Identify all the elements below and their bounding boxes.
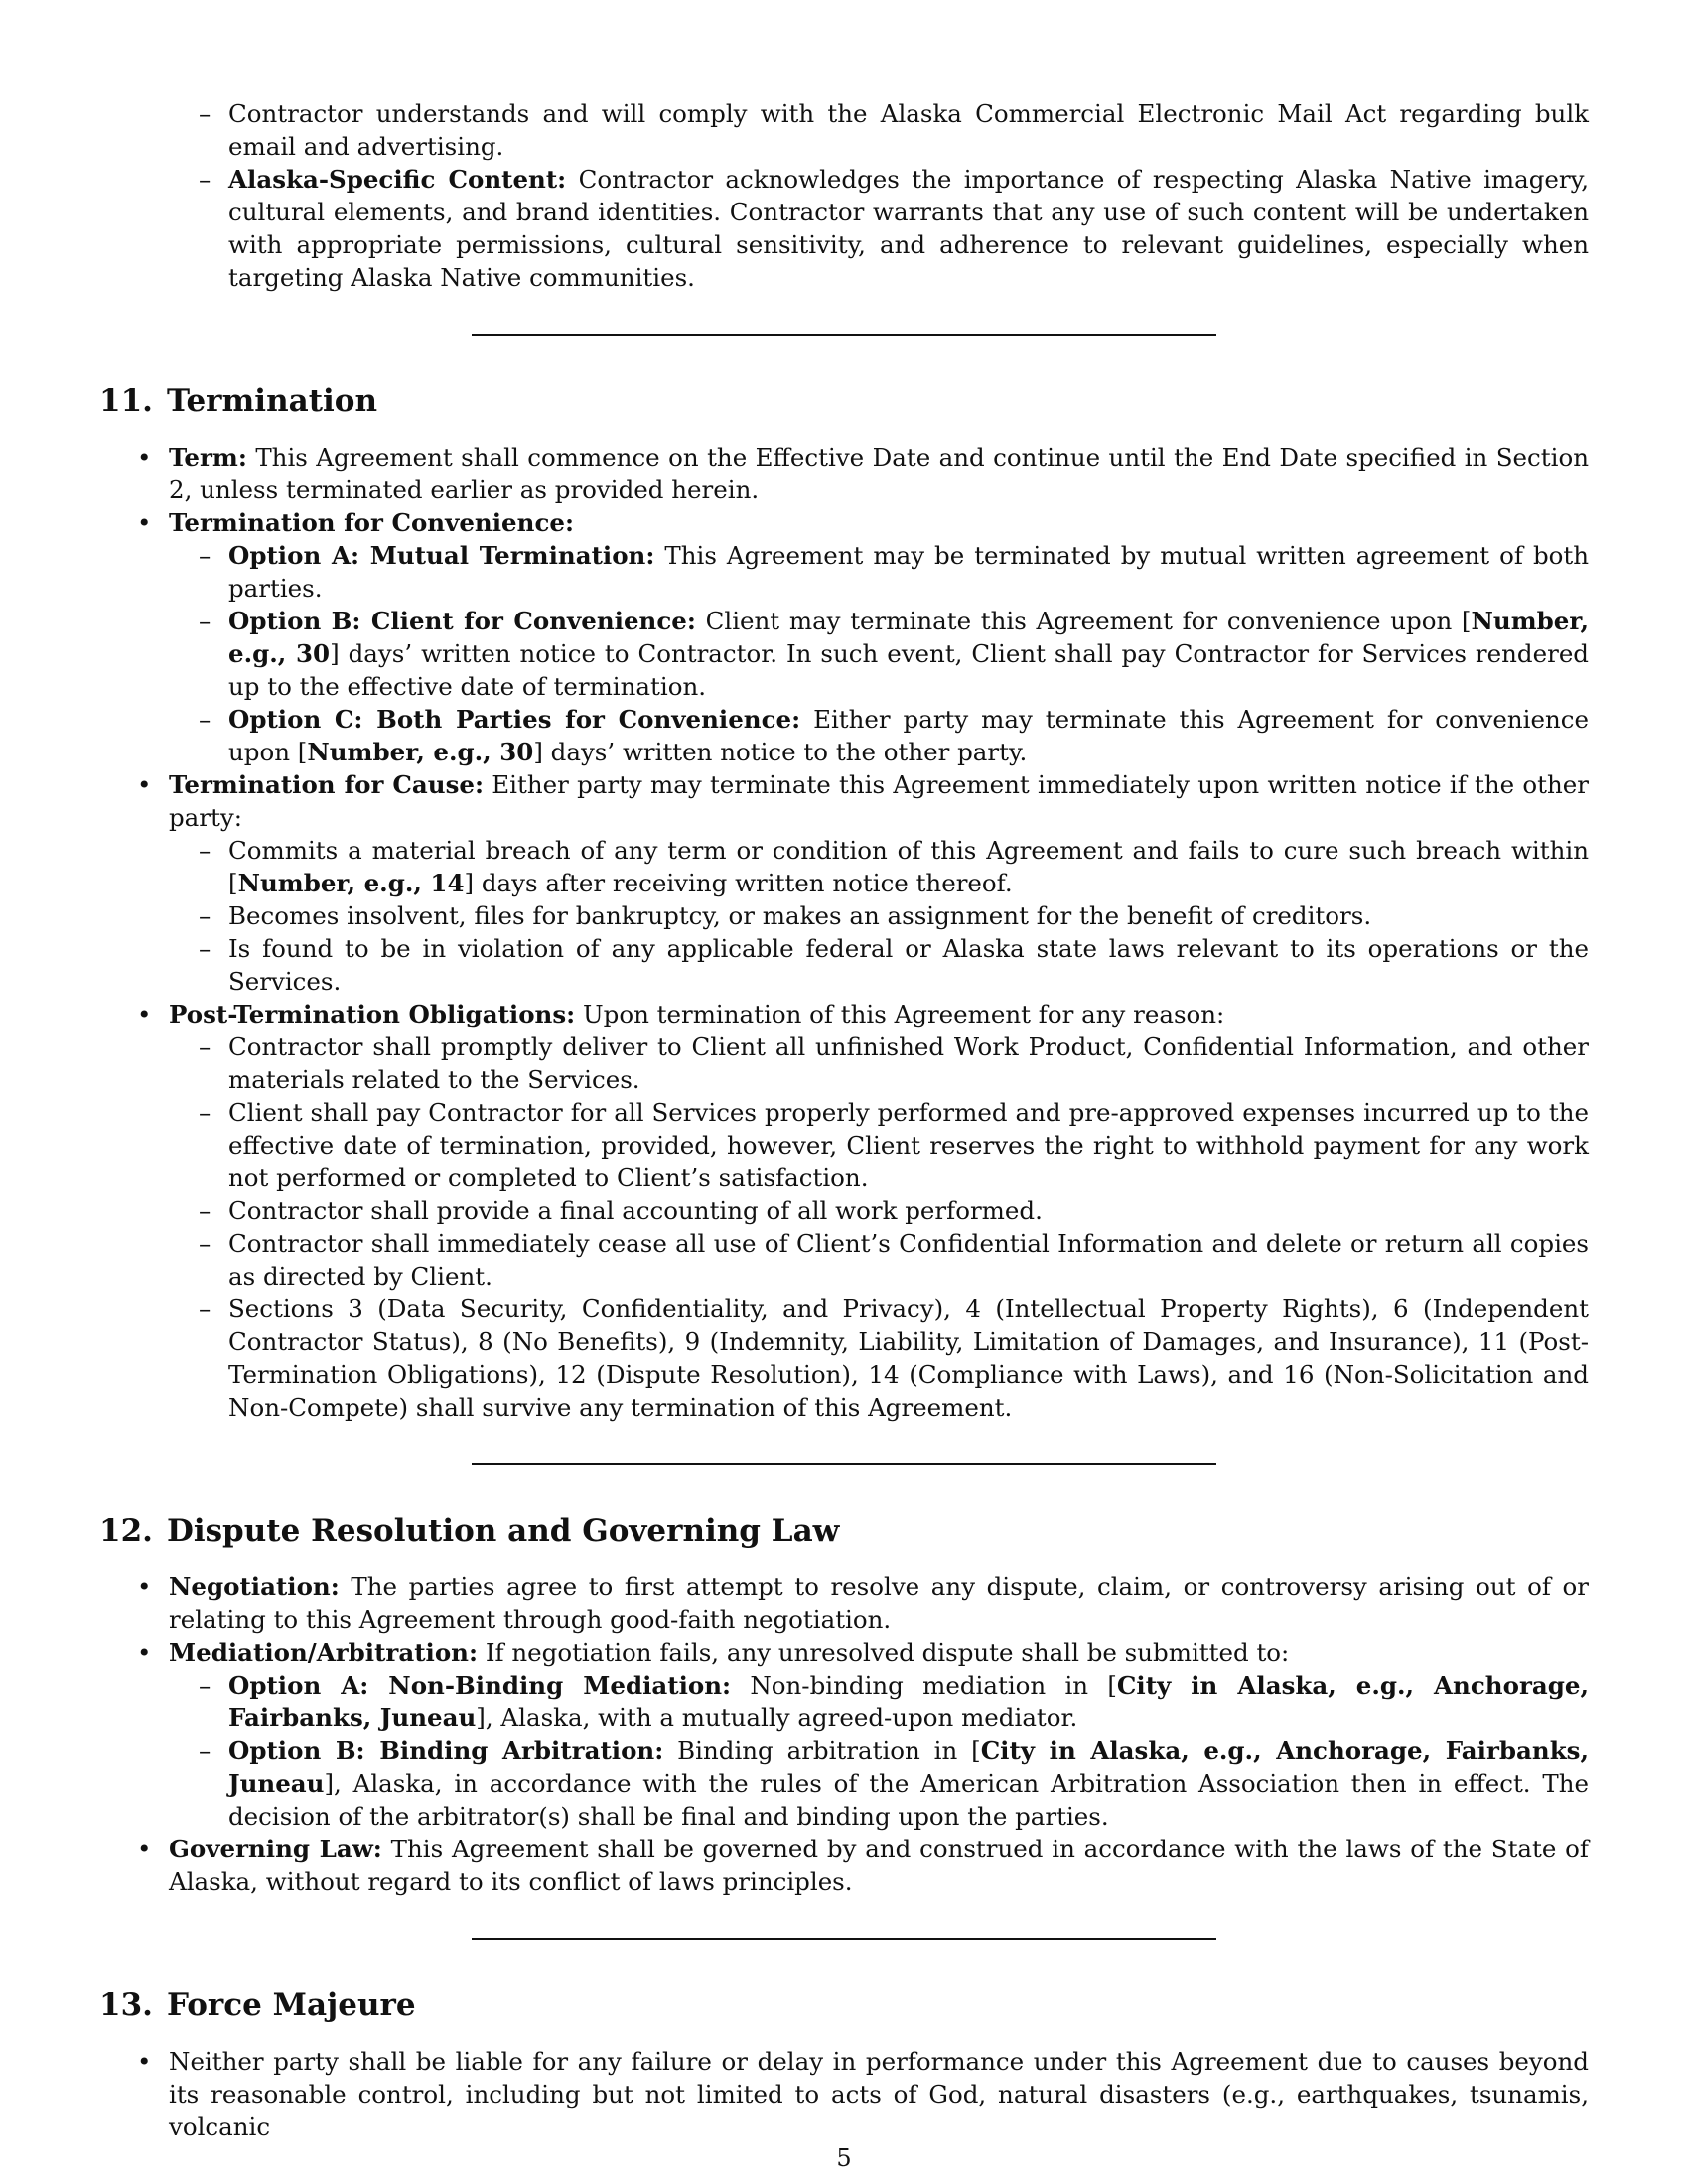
list-item: • Termination for Convenience: – Option A: Mutual Termination: This Agreement may be terminated by mutual written agreement of both parties. – Option B: Client for Convenience: Client may terminate this Agreement for convenience upon [Number, e.g., 30] days’ written notice to Contractor. In such event, Client shall pay Contractor for Services rendered up to the effective date of termination. – Option C: Both Parties for Convenience: Either party may terminate this Agreement for convenience upon [Number, e.g., 30] days’ written notice to the other party. xyxy=(99,506,1589,768)
placeholder: Number, e.g., 30 xyxy=(307,738,534,766)
list-item: – Option A: Non-Binding Mediation: Non-binding mediation in [City in Alaska, e.g., Anchorage, Fairbanks, Juneau], Alaska, with a mutually agreed-upon mediator. xyxy=(169,1669,1589,1734)
list-item: • Term: This Agreement shall commence on the Effective Date and continue until the End Date specified in Section 2, unless terminated earlier as provided herein. xyxy=(99,441,1589,506)
page-number: 5 xyxy=(836,2144,852,2172)
sub-list xyxy=(169,539,1589,768)
section-heading-dispute-resolution: 12. Dispute Resolution and Governing Law xyxy=(99,1513,840,1549)
top-continuation-list xyxy=(99,97,1589,294)
list-item: – Contractor shall promptly deliver to Client all unfinished Work Product, Confidential Information, and other materials related to the Services. xyxy=(169,1030,1589,1096)
list-item: – Client shall pay Contractor for all Services properly performed and pre-approved expenses incurred up to the effective date of termination, provided, however, Client reserves the right to withhold payment for any work not performed or completed to Client’s satisfaction. xyxy=(169,1096,1589,1194)
list-item: – Becomes insolvent, files for bankruptcy, or makes an assignment for the benefit of creditors. xyxy=(169,899,1589,932)
list-item: – Commits a material breach of any term or condition of this Agreement and fails to cure such breach within [Number, e.g., 14] days after receiving written notice thereof. xyxy=(169,834,1589,899)
sub-list xyxy=(169,1669,1589,1833)
list-item: – Option B: Binding Arbitration: Binding arbitration in [City in Alaska, e.g., Anchorage, Fairbanks, Juneau], Alaska, in accordance with the rules of the American Arbitration Association then in effect. The decision of the arbitrator(s) shall be final and binding upon the parties. xyxy=(169,1734,1589,1833)
sub-list xyxy=(169,1030,1589,1424)
list-item: – Option B: Client for Convenience: Client may terminate this Agreement for convenience upon [Number, e.g., 30] days’ written notice to Contractor. In such event, Client shall pay Contractor for Services rendered up to the effective date of termination. xyxy=(169,605,1589,703)
placeholder: Number, e.g., 30 xyxy=(228,607,1589,668)
section-divider xyxy=(472,334,1216,336)
section-heading-termination: 11. Termination xyxy=(99,383,378,419)
placeholder: City in Alaska, e.g., Anchorage, Fairbanks, Juneau xyxy=(228,1736,1589,1798)
list-item: • Governing Law: This Agreement shall be governed by and construed in accordance with the laws of the State of Alaska, without regard to its conflict of laws principles. xyxy=(99,1833,1589,1898)
list-item: – Option A: Mutual Termination: This Agreement may be terminated by mutual written agreement of both parties. xyxy=(169,539,1589,605)
list-item: – Is found to be in violation of any applicable federal or Alaska state laws relevant to its operations or the Services. xyxy=(169,932,1589,998)
list-item: – Contractor shall immediately cease all use of Client’s Confidential Information and delete or return all copies as directed by Client. xyxy=(169,1227,1589,1293)
list-item: – Contractor understands and will comply with the Alaska Commercial Electronic Mail Act regarding bulk email and advertising. xyxy=(99,97,1589,163)
list-item: – Option C: Both Parties for Convenience: Either party may terminate this Agreement for convenience upon [Number, e.g., 30] days’ written notice to the other party. xyxy=(169,703,1589,768)
section-heading-force-majeure: 13. Force Majeure xyxy=(99,1987,416,2023)
placeholder: Number, e.g., 14 xyxy=(237,869,465,897)
dispute-resolution-list xyxy=(99,1570,1589,1898)
section-divider xyxy=(472,1463,1216,1465)
placeholder: City in Alaska, e.g., Anchorage, Fairbanks, Juneau xyxy=(228,1671,1589,1732)
list-item: • Mediation/Arbitration: If negotiation fails, any unresolved dispute shall be submitted to: – Option A: Non-Binding Mediation: Non-binding mediation in [City in Alaska, e.g., Anchorage, Fairbanks, Juneau], Alaska, with a mutually agreed-upon mediator. – Option B: Binding Arbitration: Binding arbitration in [City in Alaska, e.g., Anchorage, Fairbanks, Juneau], Alaska, in accordance with the rules of the American Arbitration Association then in effect. The decision of the arbitrator(s) shall be final and binding upon the parties. xyxy=(99,1636,1589,1833)
list-item: • Termination for Cause: Either party may terminate this Agreement immediately upon written notice if the other party: – Commits a material breach of any term or condition of this Agreement and fails to cure such breach within [Number, e.g., 14] days after receiving written notice thereof. – Becomes insolvent, files for bankruptcy, or makes an assignment for the benefit of creditors. – Is found to be in violation of any applicable federal or Alaska state laws relevant to its operations or the Services. xyxy=(99,768,1589,998)
list-item: • Negotiation: The parties agree to first attempt to resolve any dispute, claim, or controversy arising out of or relating to this Agreement through good-faith negotiation. xyxy=(99,1570,1589,1636)
termination-list xyxy=(99,441,1589,1424)
item-lead: Alaska-Specific Content: xyxy=(228,165,567,194)
list-item: • Post-Termination Obligations: Upon termination of this Agreement for any reason: – Contractor shall promptly deliver to Client all unfinished Work Product, Confidential Information, and other materials related to the Services. – Client shall pay Contractor for all Services properly performed and pre-approved expenses incurred up to the effective date of termination, provided, however, Client reserves the right to withhold payment for any work not performed or completed to Client’s satisfaction. – Contractor shall provide a final accounting of all work performed. – Contractor shall immediately cease all use of Client’s Confidential Information and delete or return all copies as directed by Client. – Sections 3 (Data Security, Confidentiality, and Privacy), 4 (Intellectual Property Rights), 6 (Independent Contractor Status), 8 (No Benefits), 9 (Indemnity, Liability, Limitation of Damages, and Insurance), 11 (Post-Termination Obligations), 12 (Dispute Resolution), 14 (Compliance with Laws), and 16 (Non-Solicitation and Non-Compete) shall survive any termination of this Agreement. xyxy=(99,998,1589,1424)
list-item: – Sections 3 (Data Security, Confidentiality, and Privacy), 4 (Intellectual Property Rights), 6 (Independent Contractor Status), 8 (No Benefits), 9 (Indemnity, Liability, Limitation of Damages, and Insurance), 11 (Post-Termination Obligations), 12 (Dispute Resolution), 14 (Compliance with Laws), and 16 (Non-Solicitation and Non-Compete) shall survive any termination of this Agreement. xyxy=(169,1293,1589,1424)
sub-list xyxy=(169,834,1589,998)
list-item: – Alaska-Specific Content: Contractor acknowledges the importance of respecting Alaska Native imagery, cultural elements, and brand identities. Contractor warrants that any use of such content will be undertaken with appropriate permissions, cultural sensitivity, and adherence to relevant guidelines, especially when targeting Alaska Native communities. xyxy=(99,163,1589,294)
force-majeure-list xyxy=(99,2045,1589,2143)
section-divider xyxy=(472,1938,1216,1940)
list-item: • Neither party shall be liable for any failure or delay in performance under this Agreement due to causes beyond its reasonable control, including but not limited to acts of God, natural disasters (e.g., earthquakes, tsunamis, volcanic xyxy=(99,2045,1589,2143)
list-item: – Contractor shall provide a final accounting of all work performed. xyxy=(169,1194,1589,1227)
